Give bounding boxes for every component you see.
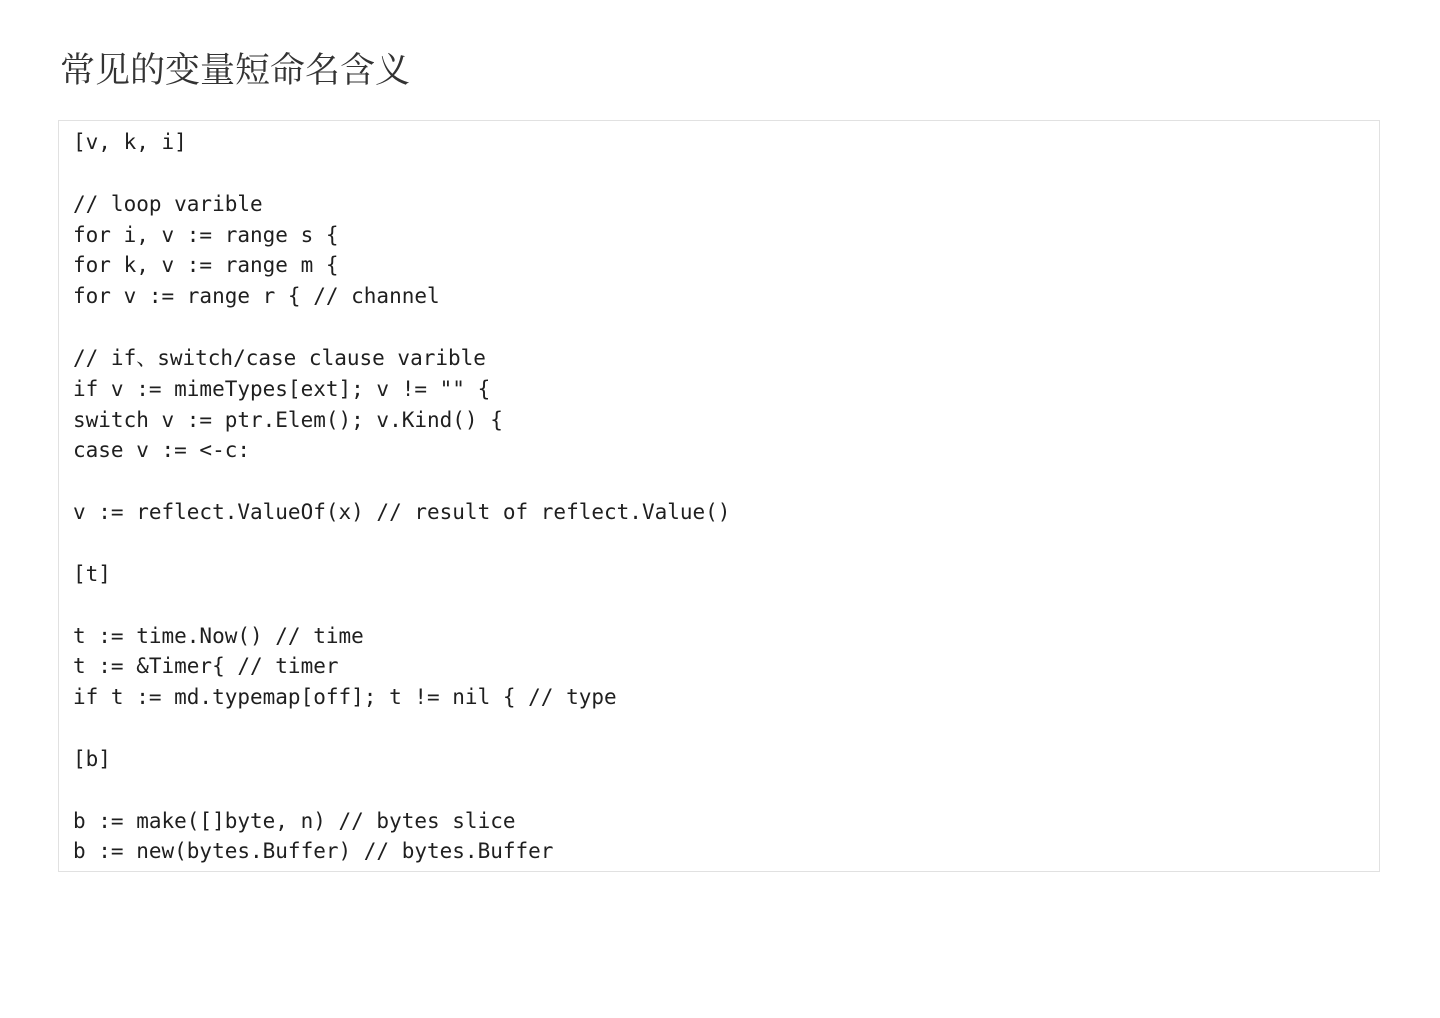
code-line: t := time.Now() // time (73, 623, 364, 648)
code-line: [v, k, i] (73, 130, 187, 154)
code-line: for i, v := range s { (73, 222, 339, 247)
code-line: [t] (73, 561, 111, 586)
code-line (73, 528, 1365, 559)
code-line (73, 713, 1365, 744)
code-line (73, 775, 1365, 806)
code-line: for v := range r { // channel (73, 284, 440, 309)
code-line: // loop varible (73, 191, 263, 216)
code-line (73, 158, 1365, 189)
code-line: if t := md.typemap[off]; t != nil { // type (73, 685, 617, 710)
code-line: case v := <-c: (73, 438, 251, 463)
code-line (73, 590, 1365, 621)
code-line: if v := mimeTypes[ext]; v != "" { (73, 376, 491, 401)
code-line: b := make([]byte, n) // bytes slice (73, 808, 516, 833)
page-title: 常见的变量短命名含义 (60, 51, 411, 91)
code-line: v := reflect.ValueOf(x) // result of reflect.Value() (73, 500, 731, 525)
code-line: // if、switch/case clause varible (73, 345, 486, 370)
code-line (73, 312, 1365, 343)
code-line: t := &Timer{ // timer (73, 654, 339, 679)
code-block (58, 120, 1380, 872)
code-line: b := new(bytes.Buffer) // bytes.Buffer (73, 839, 554, 864)
code-line: switch v := ptr.Elem(); v.Kind() { (73, 407, 503, 432)
code-line (73, 466, 1365, 497)
code-line: for k, v := range m { (73, 253, 339, 278)
code-line: [b] (73, 746, 111, 771)
